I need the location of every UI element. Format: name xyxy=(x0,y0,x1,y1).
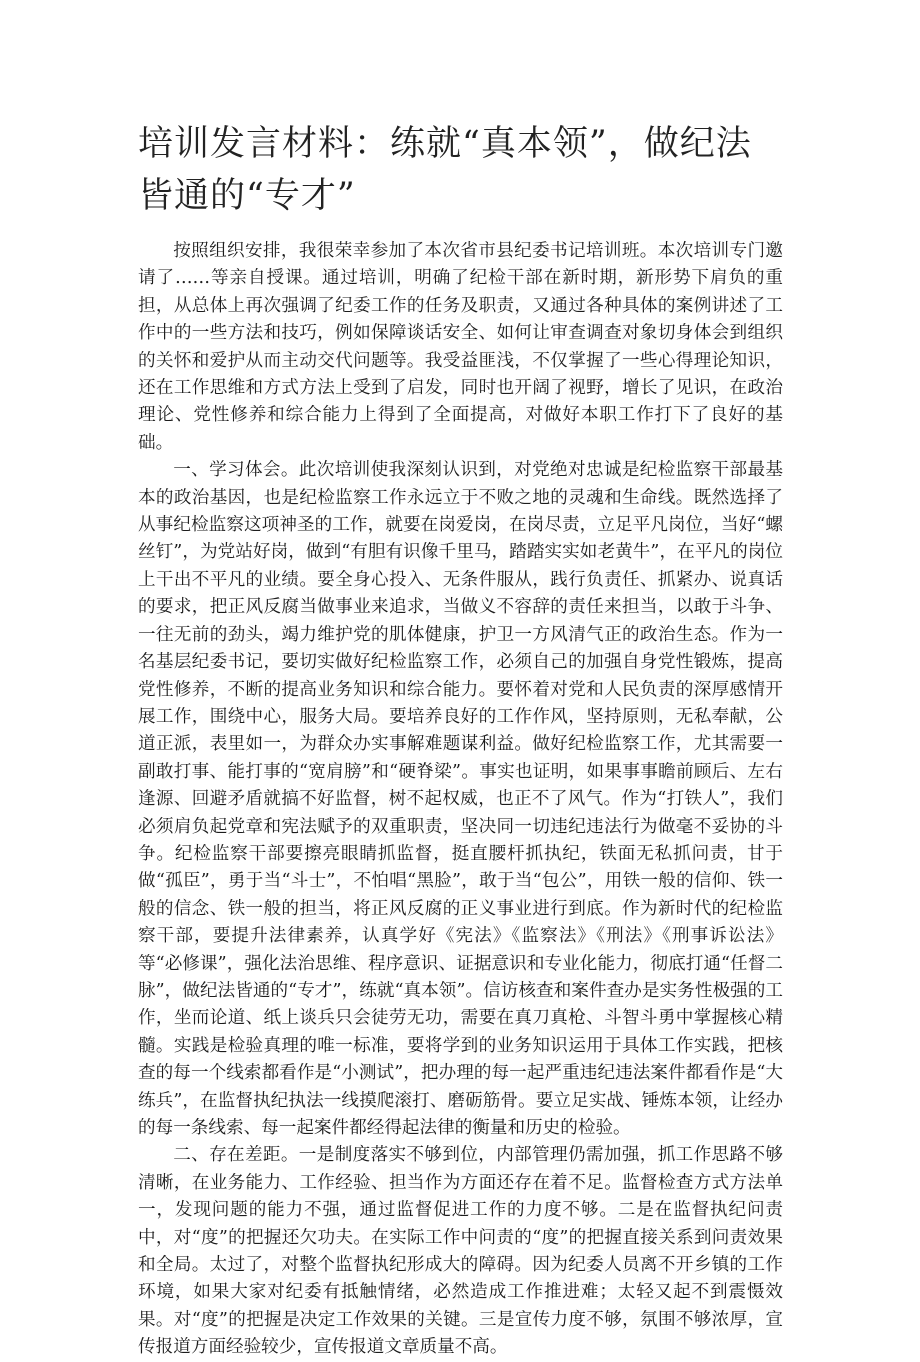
paragraph-gaps: 二、存在差距。一是制度落实不够到位，内部管理仍需加强，抓工作思路不够清晰，在业务能力、工作经验、担当作为方面还存在着不足。监督检查方式方法单一，发现问题的能力不强，通过监督促进工作的力度不够。二是在监督执纪问责中，对“度”的把握还欠功夫。在实际工作中问责的“度”的把握直接关系到问责效果和全局。太过了，对整个监督执纪形成大的障碍。因为纪委人员离不开乡镇的工作环境，如果大家对纪委有抵触情绪，必然造成工作推进难；太轻又起不到震慑效果。对“度”的把握是决定工作效果的关键。三是宣传力度不够，氛围不够浓厚，宣传报道方面经验较少，宣传报道文章质量不高。 xyxy=(138,1145,783,1358)
document-page xyxy=(138,118,783,1362)
paragraph-study-experience: 一、学习体会。此次培训使我深刻认识到，对党绝对忠诚是纪检监察干部最基本的政治基因，也是纪检监察工作永远立于不败之地的灵魂和生命线。既然选择了从事纪检监察这项神圣的工作，就要在岗爱岗，在岗尽责，立足平凡岗位，当好“螺丝钉”，为党站好岗，做到“有胆有识像千里马，踏踏实实如老黄牛”，在平凡的岗位上干出不平凡的业绩。要全身心投入、无条件服从，践行负责任、抓紧办、说真话的要求，把正风反腐当做事业来追求，当做义不容辞的责任来担当，以敢于斗争、一往无前的劲头，竭力维护党的肌体健康，护卫一方风清气正的政治生态。作为一名基层纪委书记，要切实做好纪检监察工作，必须自己的加强自身党性锻炼，提高党性修养，不断的提高业务知识和综合能力。要怀着对党和人民负责的深厚感情开展工作，围绕中心，服务大局。要培养良好的工作作风，坚持原则，无私奉献，公道正派，表里如一，为群众办实事解难题谋利益。做好纪检监察工作，尤其需要一副敢打事、能打事的“宽肩膀”和“硬脊梁”。事实也证明，如果事事瞻前顾后、左右逢源、回避矛盾就搞不好监督，树不起权威，也正不了风气。作为“打铁人”，我们必须肩负起党章和宪法赋予的双重职责，坚决同一切违纪违法行为做毫不妥协的斗争。纪检监察干部要擦亮眼睛抓监督，挺直腰杆抓执纪，铁面无私抓问责，甘于做“孤臣”，勇于当“斗士”，不怕唱“黑脸”，敢于当“包公”，用铁一般的信仰、铁一般的信念、铁一般的担当，将正风反腐的正义事业进行到底。作为新时代的纪检监察干部，要提升法律素养，认真学好《宪法》《监察法》《刑法》《刑事诉讼法》等“必修课”，强化法治思维、程序意识、证据意识和专业化能力，彻底打通“任督二脉”，做纪法皆通的“专才”，练就“真本领”。信访核查和案件查办是实务性极强的工作，坐而论道、纸上谈兵只会徒劳无功，需要在真刀真枪、斗智斗勇中掌握核心精髓。实践是检验真理的唯一标准，要将学到的业务知识运用于具体工作实践，把核查的每一个线索都看作是“小测试”，把办理的每一起严重违纪违法案件都看作是“大练兵”，在监督执纪执法一线摸爬滚打、磨砺筋骨。要立足实战、锤炼本领，让经办的每一条线索、每一起案件都经得起法律的衡量和历史的检验。 xyxy=(138,460,783,1138)
document-title: 培训发言材料：练就“真本领”，做纪法皆通的“专才” xyxy=(138,124,752,216)
paragraph-intro: 按照组织安排，我很荣幸参加了本次省市县纪委书记培训班。本次培训专门邀请了……等亲自授课。通过培训，明确了纪检干部在新时期，新形势下肩负的重担，从总体上再次强调了纪委工作的任务及职责，又通过各种具体的案例讲述了工作中的一些方法和技巧，例如保障谈话安全、如何让审查调查对象切身体会到组织的关怀和爱护从而主动交代问题等。我受益匪浅，不仅掌握了一些心得理论知识，还在工作思维和方式方法上受到了启发，同时也开阔了视野，增长了见识，在政治理论、党性修养和综合能力上得到了全面提高，对做好本职工作打下了良好的基础。 xyxy=(138,241,783,453)
